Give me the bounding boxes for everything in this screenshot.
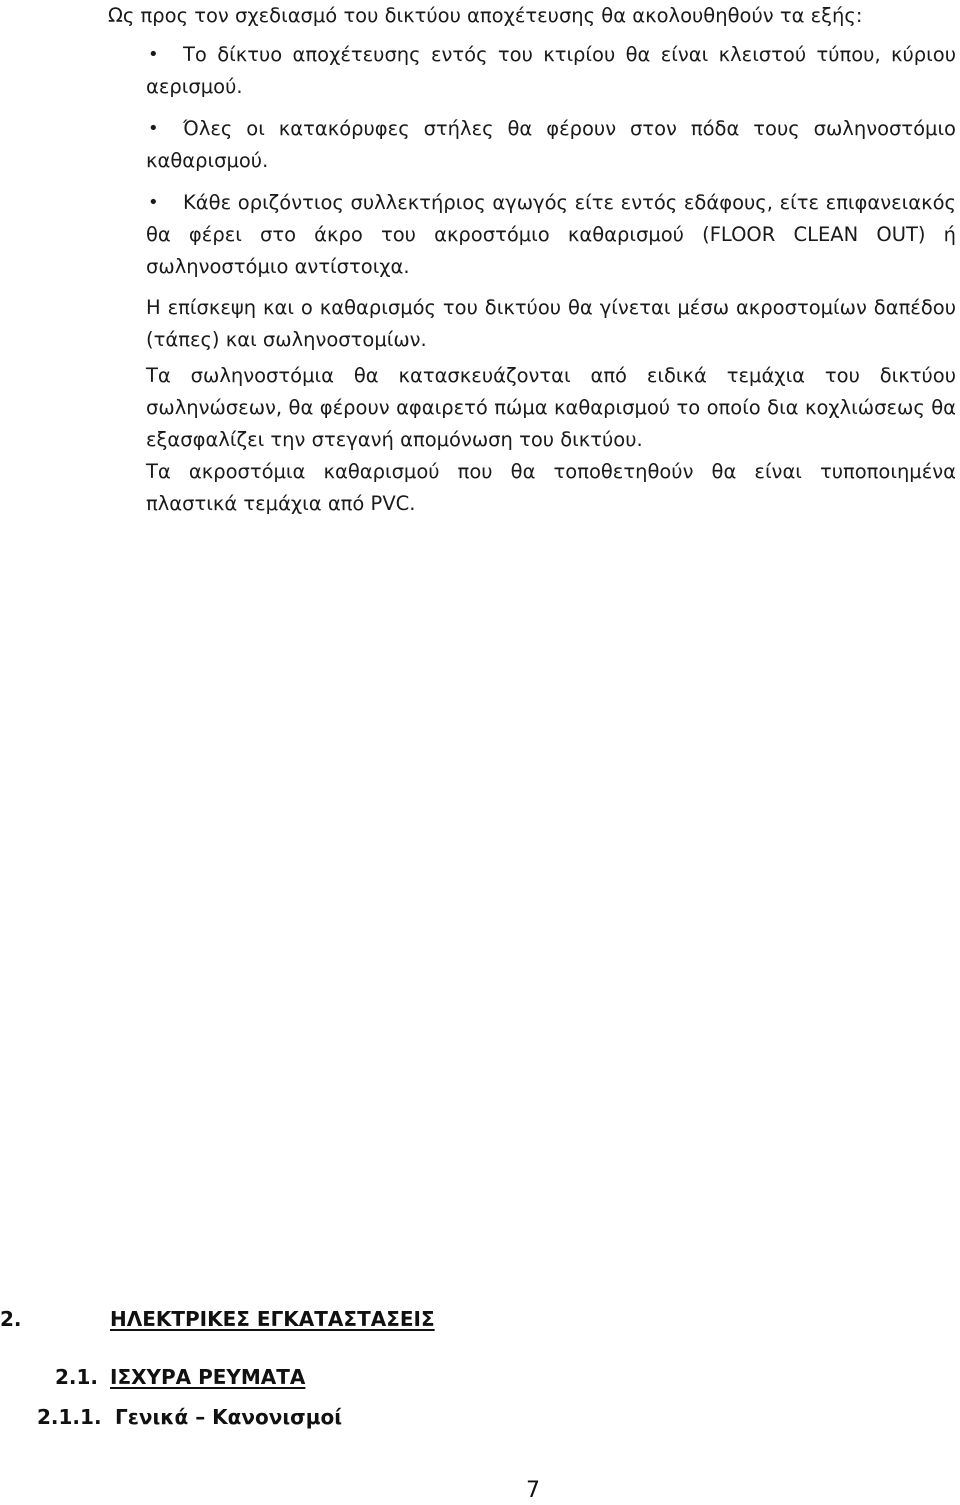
subsection-title: ΙΣΧΥΡΑ ΡΕΥΜΑΤΑ [110,1365,306,1389]
bullet-list [146,39,956,283]
subsubsection-title: Γενικά – Κανονισμοί [115,1405,343,1429]
bullet-item [146,113,956,177]
bullet-item [146,39,956,103]
bullet-icon: • [148,118,159,139]
paragraph-inspection: Η επίσκεψη και ο καθαρισμός του δικτύου θα γίνεται μέσω ακροστομίων δαπέδου (τάπες) και σωληνοστομίων. [146,296,956,351]
bullet-text: Κάθε οριζόντιος συλλεκτήριος αγωγός είτε εντός εδάφους, είτε επιφανειακός θα φέρει στο άκρο του ακροστόμιο καθαρισμού (FLOOR CLEAN OUT) ή σωληνοστόμιο αντίστοιχα. [146,191,956,278]
bullet-text: Όλες οι κατακόρυφες στήλες θα φέρουν στον πόδα τους σωληνοστόμιο καθαρισμού. [146,117,956,172]
bullet-icon: • [148,44,159,65]
section-title: ΗΛΕΚΤΡΙΚΕΣ ΕΓΚΑΤΑΣΤΑΣΕΙΣ [110,1307,435,1331]
section-number: 2. [0,1307,22,1331]
subsection-number: 2.1. [55,1365,99,1389]
subsubsection-number: 2.1.1. [37,1405,102,1429]
bullet-text: Το δίκτυο αποχέτευσης εντός του κτιρίου θα είναι κλειστού τύπου, κύριου αερισμού. [146,43,956,98]
paragraph-cleanouts: Τα σωληνοστόμια θα κατασκευάζονται από ειδικά τεμάχια του δικτύου σωληνώσεων, θα φέρουν αφαιρετό πώμα καθαρισμού το οποίο δια κοχλιώσεως θα εξασφαλίζει την στεγανή απομόνωση του δικτύου. [146,364,956,451]
bullet-item [146,187,956,283]
page-number: 7 [526,1478,540,1503]
paragraph-pvc: Τα ακροστόμια καθαρισμού που θα τοποθετηθούν θα είναι τυποποιημένα πλαστικά τεμάχια από PVC. [146,460,956,515]
bullet-icon: • [148,192,159,213]
intro-text: Ως προς τον σχεδιασμό του δικτύου αποχέτευσης θα ακολουθηθούν τα εξής: [108,4,863,27]
